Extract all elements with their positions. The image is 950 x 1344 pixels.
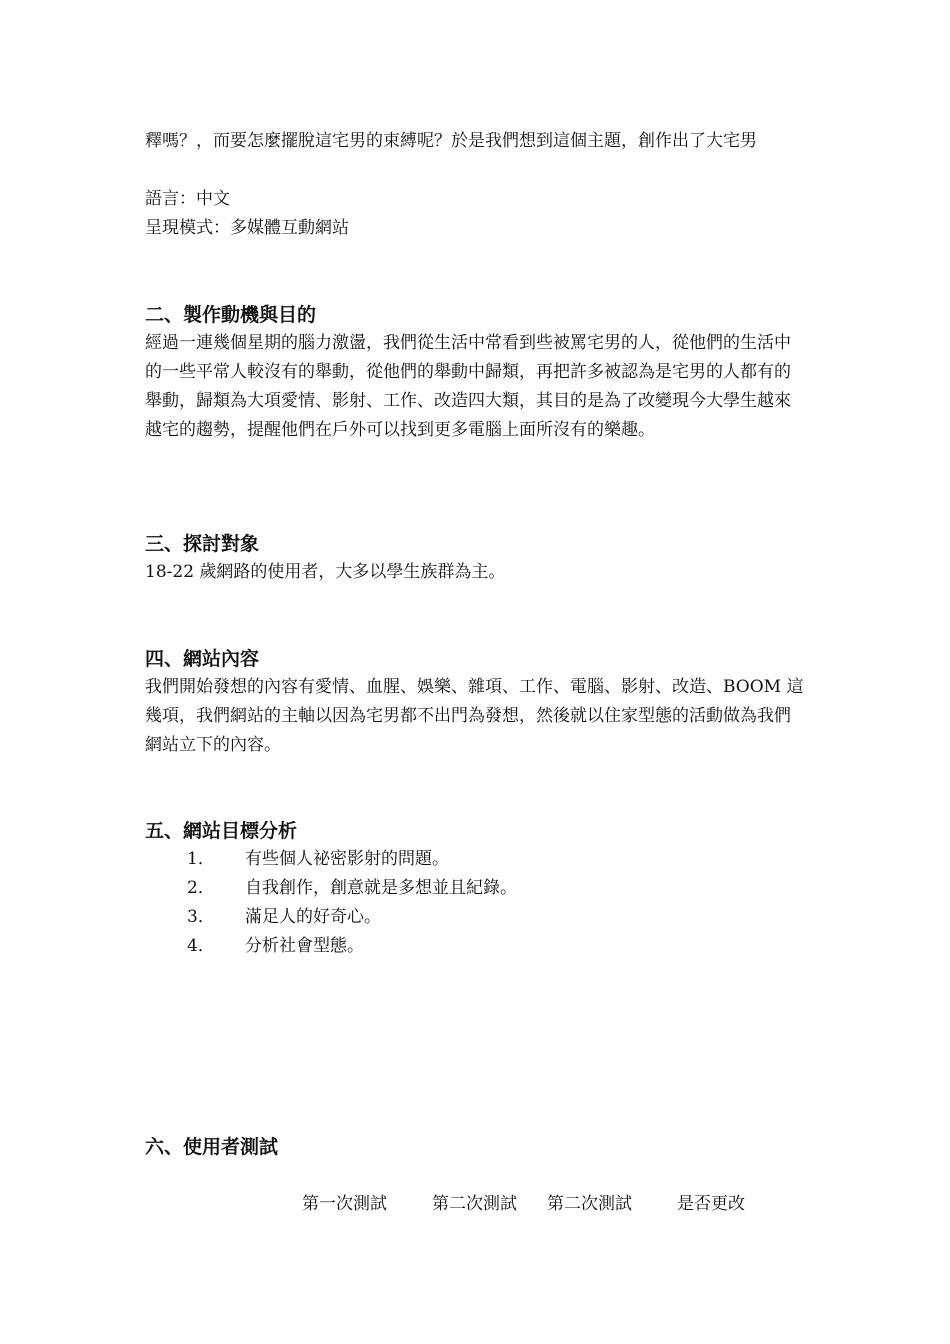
list-item-text: 自我創作，創意就是多想並且紀錄。 — [245, 878, 517, 898]
table-header-cell: 第一次測試 — [302, 1194, 387, 1214]
motivation-paragraph: 經過一連幾個星期的腦力激盪，我們從生活中常看到些被罵宅男的人，從他們的生活中的一些平常人較沒有的舉動，從他們的舉動中歸類，再把許多被認為是宅男的人都有的舉動，歸類為大項愛情、影射、工作、改造四大類，其目的是為了改變現今大學生越來越宅的趨勢，提醒他們在戶外可以找到更多電腦上面所沒有的樂趣。 — [145, 333, 791, 440]
list-item-text: 滿足人的好奇心。 — [245, 907, 381, 927]
section-heading-user-testing: 六、使用者測試 — [145, 1136, 279, 1158]
list-item — [187, 932, 364, 961]
list-item-text: 分析社會型態。 — [245, 936, 364, 956]
section-heading-content: 四、網站內容 — [145, 648, 260, 670]
content-paragraph: 我們開始發想的內容有愛情、血腥、娛樂、雜項、工作、電腦、影射、改造、BOOM 這幾項，我們網站的主軸以因為宅男都不出門為發想，然後就以住家型態的活動做為我們網站立下的內容。 — [145, 677, 804, 755]
list-item — [187, 903, 381, 932]
section-heading-goals: 五、網站目標分析 — [145, 820, 298, 842]
list-item-number: 3． — [187, 907, 215, 927]
audience-paragraph: 18-22 歲網路的使用者，大多以學生族群為主。 — [145, 562, 506, 582]
section-heading-audience: 三、探討對象 — [145, 533, 260, 555]
intro-continued-paragraph: 釋嗎？，而要怎麼擺脫這宅男的束縛呢？於是我們想到這個主題，創作出了大宅男 — [145, 131, 757, 151]
table-header-cell: 第二次測試 — [432, 1194, 517, 1214]
table-header-cell: 第二次測試 — [547, 1194, 632, 1214]
table-header-cell: 是否更改 — [677, 1194, 745, 1214]
section-heading-motivation: 二、製作動機與目的 — [145, 304, 317, 326]
list-item-text: 有些個人祕密影射的問題。 — [245, 849, 449, 869]
list-item-number: 1． — [187, 849, 215, 869]
list-item — [187, 845, 449, 874]
list-item-number: 4． — [187, 936, 215, 956]
presentation-mode-line: 呈現模式：多媒體互動網站 — [145, 218, 349, 238]
list-item-number: 2． — [187, 878, 215, 898]
list-item — [187, 874, 517, 903]
language-line: 語言：中文 — [145, 189, 230, 209]
